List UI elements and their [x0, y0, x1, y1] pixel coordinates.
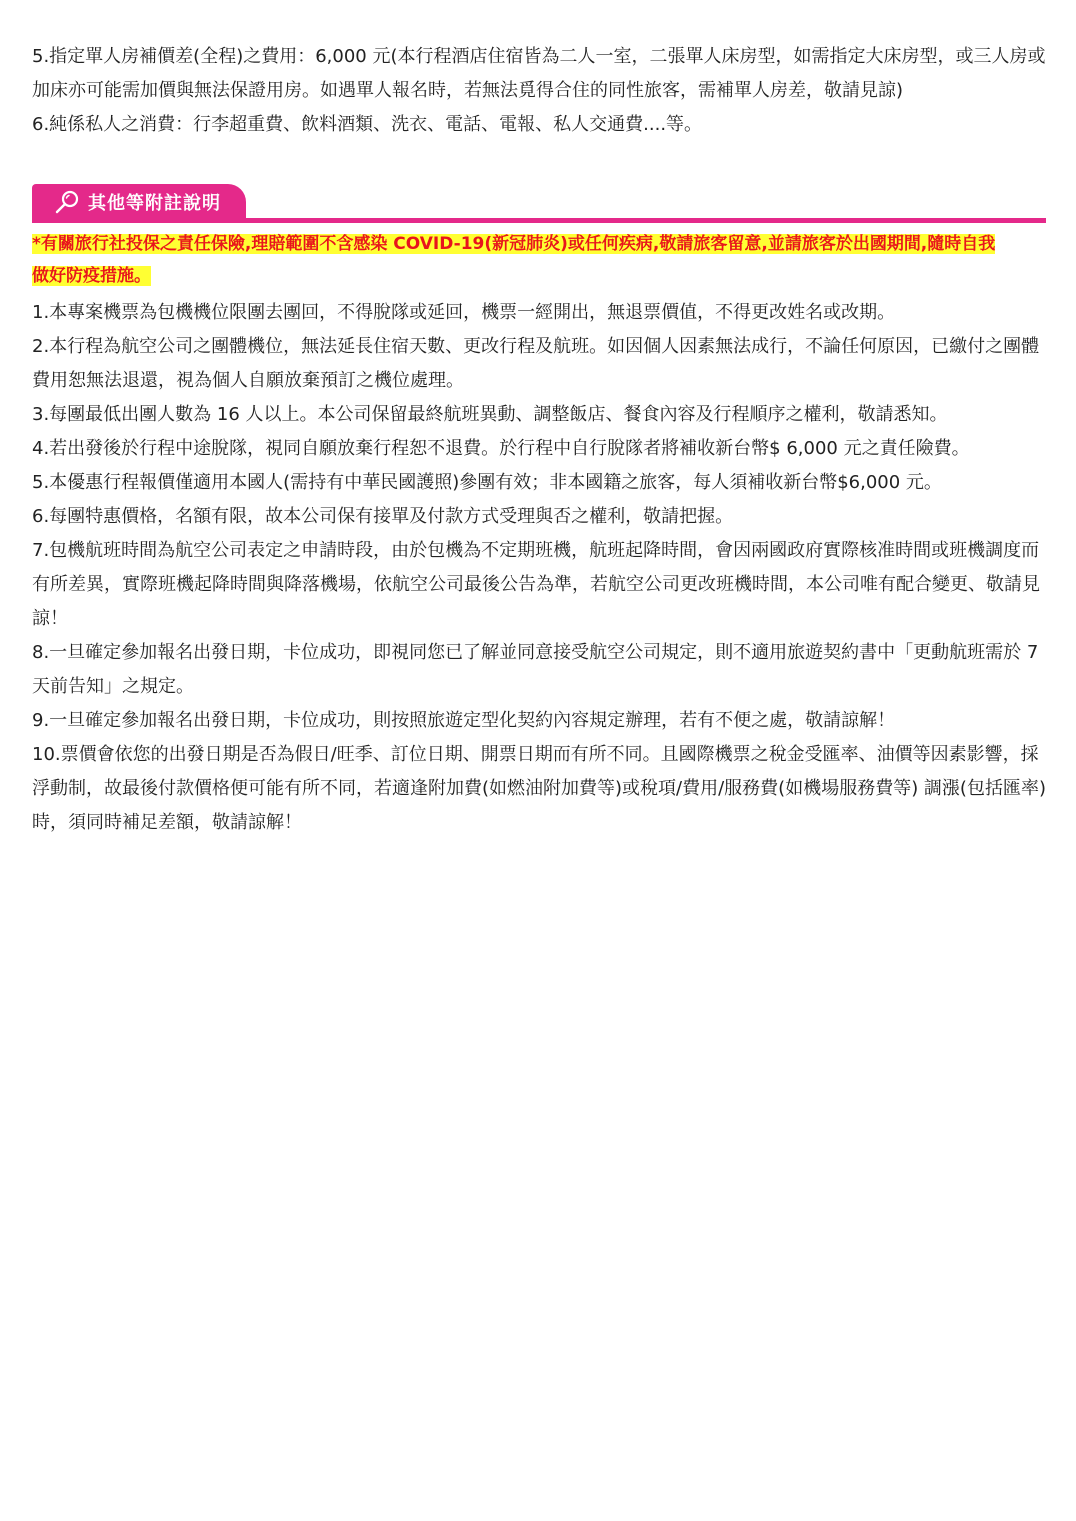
note-item: 5.本優惠行程報價僅適用本國人(需持有中華民國護照)參團有效；非本國籍之旅客，每人須補收新台幣$6,000 元。 [32, 472, 942, 493]
notice-line-2: 做好防疫措施。 [32, 266, 151, 286]
fee-item-personal-expenses: 6.純係私人之消費：行李超重費、飲料酒類、洗衣、電話、電報、私人交通費....等。 [32, 114, 703, 135]
note-item: 7.包機航班時間為航空公司表定之申請時段，由於包機為不定期班機，航班起降時間，會因兩國政府實際核准時間或班機調度而有所差異，實際班機起降時間與降落機場，依航空公司最後公告為準，若航空公司更改班機時間，本公司唯有配合變更、敬請見諒！ [32, 540, 1040, 629]
section-divider [32, 218, 1046, 223]
section-tab [32, 184, 246, 220]
note-item: 1.本專案機票為包機機位限團去團回，不得脫隊或延回，機票一經開出，無退票價值，不得更改姓名或改期。 [32, 302, 896, 323]
note-item: 9.一旦確定參加報名出發日期，卡位成功，則按照旅遊定型化契約內容規定辦理，若有不便之處，敬請諒解！ [32, 710, 896, 731]
fee-item-single-room: 5.指定單人房補價差(全程)之費用：6,000 元(本行程酒店住宿皆為二人一室，二張單人床房型，如需指定大床房型，或三人房或加床亦可能需加價與無法保證用房。如遇單人報名時，若無法覓得合住的同性旅客，需補單人房差，敬請見諒) [32, 46, 1046, 101]
notice-line-1: *有關旅行社投保之責任保險,理賠範圍不含感染 COVID-19(新冠肺炎)或任何疾病,敬請旅客留意,並請旅客於出國期間,隨時自我 [32, 234, 996, 254]
note-item: 8.一旦確定參加報名出發日期，卡位成功，即視同您已了解並同意接受航空公司規定，則不適用旅遊契約書中「更動航班需於 7 天前告知」之規定。 [32, 642, 1039, 697]
document-page [32, 40, 1046, 840]
section-title: 其他等附註說明 [88, 193, 221, 214]
note-item: 10.票價會依您的出發日期是否為假日/旺季、訂位日期、開票日期而有所不同。且國際機票之稅金受匯率、油價等因素影響，採浮動制，故最後付款價格便可能有所不同，若適逢附加費(如燃油附加費等)或稅項/費用/服務費(如機場服務費等) 調漲(包括匯率)時，須同時補足差額，敬請諒解！ [32, 744, 1046, 833]
note-item: 2.本行程為航空公司之團體機位，無法延長住宿天數、更改行程及航班。如因個人因素無法成行，不論任何原因，已繳付之團體費用恕無法退還，視為個人自願放棄預訂之機位處理。 [32, 336, 1040, 391]
magnifier-icon [54, 189, 80, 215]
section-header [32, 184, 1046, 224]
covid-insurance-notice [32, 228, 1046, 292]
note-item: 6.每團特惠價格，名額有限，故本公司保有接單及付款方式受理與否之權利，敬請把握。 [32, 506, 734, 527]
note-item: 4.若出發後於行程中途脫隊，視同自願放棄行程恕不退費。於行程中自行脫隊者將補收新台幣$ 6,000 元之責任險費。 [32, 438, 970, 459]
note-item: 3.每團最低出團人數為 16 人以上。本公司保留最終航班異動、調整飯店、餐食內容及行程順序之權利，敬請悉知。 [32, 404, 948, 425]
